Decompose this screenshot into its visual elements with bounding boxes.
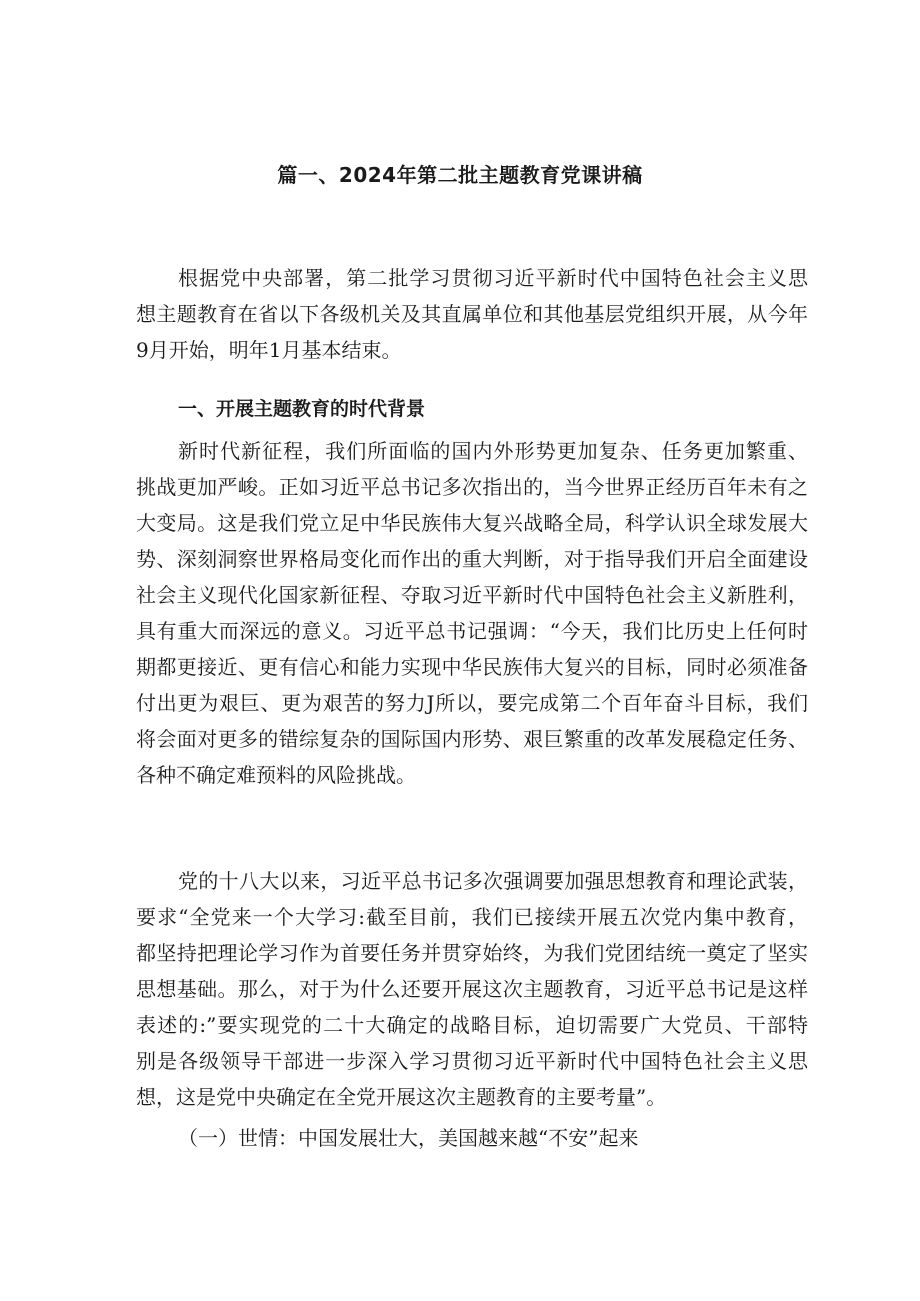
section-heading: 一、开展主题教育的时代背景 [178, 398, 426, 420]
text-line: 期都更接近、更有信心和能力实现中华民族伟大复兴的目标，同时必须准备 [136, 655, 808, 679]
text-line: 思想基础。那么，对于为什么还要开展这次主题教育，习近平总书记是这样 [136, 977, 808, 1001]
text-line: 党的十八大以来，习近平总书记多次强调要加强思想教育和理论武装， [178, 869, 808, 893]
text-line: 9月开始，明年1月基本结束。 [136, 338, 402, 362]
text-line: 根据党中央部署，第二批学习贯彻习近平新时代中国特色社会主义思 [178, 266, 808, 290]
paragraph-1 [136, 433, 808, 793]
section-heading-1-block [136, 391, 808, 427]
text-line: 新时代新征程，我们所面临的国内外形势更加复杂、任务更加繁重、 [178, 439, 808, 463]
text-line: 各种不确定难预料的风险挑战。 [136, 763, 416, 787]
text-line: 将会面对更多的错综复杂的国际国内形势、艰巨繁重的改革发展稳定任务、 [136, 727, 808, 751]
text-line: 具有重大而深远的意义。习近平总书记强调：“今天，我们比历史上任何时 [136, 619, 808, 643]
text-line: 表述的:”要实现党的二十大确定的战略目标，迫切需要广大党员、干部特 [136, 1013, 808, 1037]
text-line: 想主题教育在省以下各级机关及其直属单位和其他基层党组织开展，从今年 [136, 302, 808, 326]
subheading-1-block [136, 1120, 808, 1156]
intro-paragraph [136, 260, 808, 368]
subsection-heading: （一）世情：中国发展壮大，美国越来越“不安”起来 [178, 1126, 639, 1150]
text-line: 都坚持把理论学习作为首要任务并贯穿始终，为我们党团结统一奠定了坚实 [136, 941, 808, 965]
document-title: 篇一、2024年第二批主题教育党课讲稿 [277, 163, 643, 187]
text-line: 想，这是党中央确定在全党开展这次主题教育的主要考量”。 [136, 1085, 667, 1109]
text-line: 要求“全党来一个大学习:截至目前，我们已接续开展五次党内集中教育， [136, 905, 808, 929]
text-line: 大变局。这是我们党立足中华民族伟大复兴战略全局，科学认识全球发展大 [136, 511, 808, 535]
text-line: 付出更为艰巨、更为艰苦的努力J所以，要完成第二个百年奋斗目标，我们 [136, 691, 808, 715]
text-line: 挑战更加严峻。正如习近平总书记多次指出的，当今世界正经历百年未有之 [136, 475, 808, 499]
text-line: 社会主义现代化国家新征程、夺取习近平新时代中国特色社会主义新胜利， [136, 583, 808, 607]
text-line: 势、深刻洞察世界格局变化而作出的重大判断，对于指导我们开启全面建设 [136, 547, 808, 571]
text-line: 别是各级领导干部进一步深入学习贯彻习近平新时代中国特色社会主义思 [136, 1049, 808, 1073]
paragraph-2 [136, 863, 808, 1115]
